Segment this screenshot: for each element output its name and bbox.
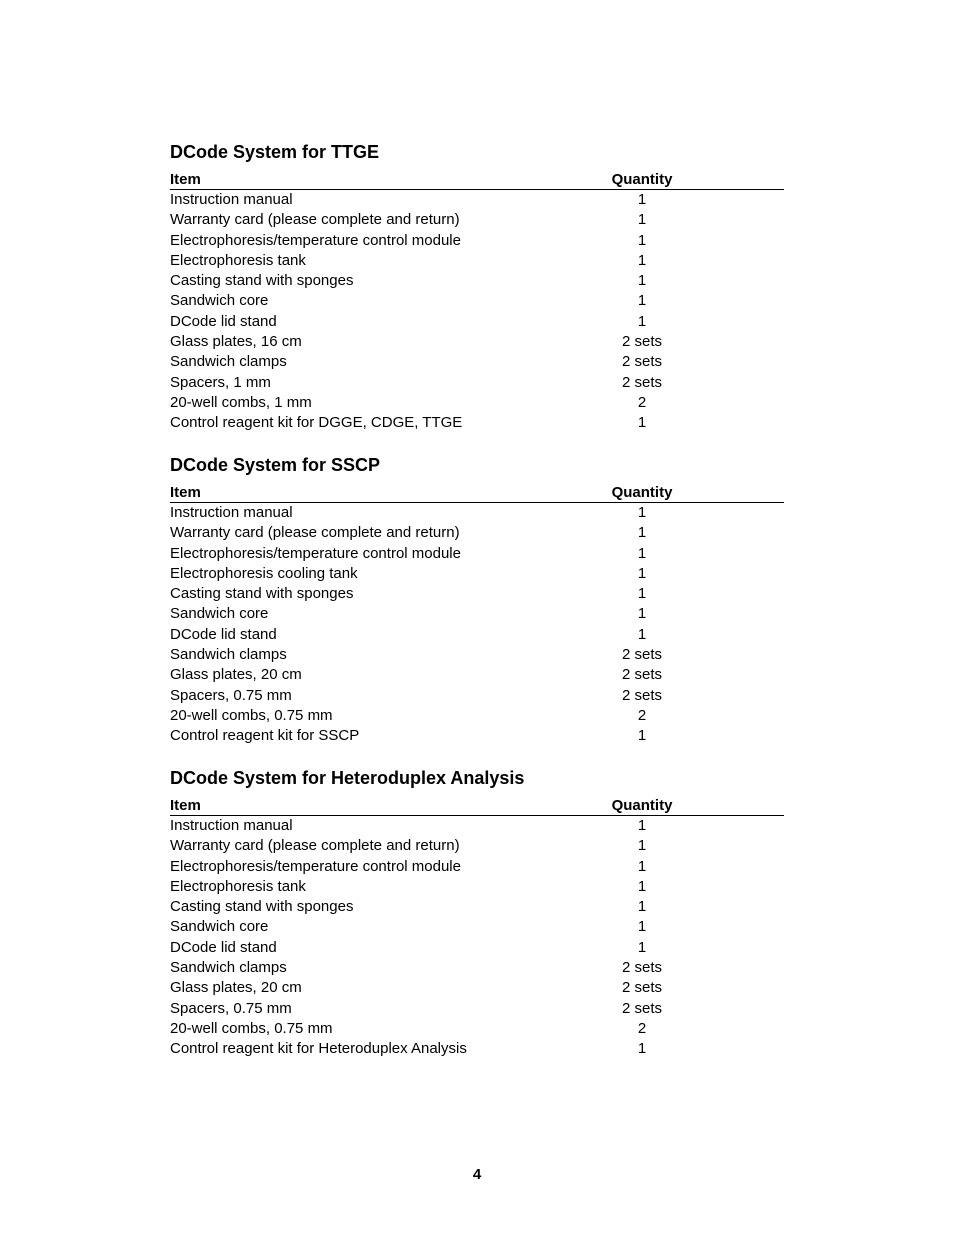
item-name: Control reagent kit for DGGE, CDGE, TTGE: [170, 414, 463, 432]
table-header: [170, 171, 784, 190]
item-name: 20-well combs, 0.75 mm: [170, 706, 333, 724]
table-header: [170, 484, 784, 503]
item-quantity: 2: [637, 1019, 647, 1037]
item-quantity: 1: [637, 211, 647, 229]
table-row: [170, 938, 784, 958]
item-name: DCode lid stand: [170, 625, 277, 643]
table-row: [170, 523, 784, 543]
item-name: Sandwich clamps: [170, 646, 287, 664]
table-row: [170, 503, 784, 523]
table-row: [170, 897, 784, 917]
table-row: [170, 564, 784, 584]
item-quantity: 1: [637, 938, 647, 956]
table-row: [170, 978, 784, 998]
item-name: Sandwich core: [170, 292, 269, 310]
table-row: [170, 645, 784, 665]
item-name: Glass plates, 20 cm: [170, 666, 302, 684]
item-name: Electrophoresis tank: [170, 251, 306, 269]
table-row: [170, 332, 784, 352]
item-quantity: 2: [637, 393, 647, 411]
item-name: Casting stand with sponges: [170, 272, 354, 290]
item-name: Spacers, 0.75 mm: [170, 686, 292, 704]
table-row: [170, 291, 784, 311]
item-quantity: 1: [637, 564, 647, 582]
item-quantity: 1: [637, 504, 647, 521]
item-name: Spacers, 1 mm: [170, 373, 271, 391]
item-name: Control reagent kit for SSCP: [170, 727, 360, 745]
item-quantity: 1: [637, 312, 647, 330]
table-body: [170, 190, 784, 434]
item-quantity: 1: [637, 544, 647, 562]
item-quantity: 1: [637, 272, 647, 290]
item-name: Warranty card (please complete and return): [170, 524, 460, 542]
table-row: [170, 816, 784, 836]
item-quantity: 1: [637, 605, 647, 623]
table-row: [170, 917, 784, 937]
table-row: [170, 625, 784, 645]
table-body: [170, 816, 784, 1060]
item-quantity: 2: [637, 706, 647, 724]
item-name: Glass plates, 20 cm: [170, 979, 302, 997]
column-header-item: Item: [170, 797, 201, 814]
item-name: 20-well combs, 1 mm: [170, 393, 312, 411]
item-quantity: 2 sets: [621, 373, 663, 391]
item-quantity: 1: [637, 524, 647, 542]
item-name: DCode lid stand: [170, 938, 277, 956]
item-name: Glass plates, 16 cm: [170, 333, 302, 351]
table-row: [170, 373, 784, 393]
table-row: [170, 836, 784, 856]
section-title: DCode System for Heteroduplex Analysis: [170, 768, 525, 788]
table-row: [170, 413, 784, 433]
item-quantity: 1: [637, 191, 647, 208]
item-name: Electrophoresis cooling tank: [170, 564, 358, 582]
item-name: Warranty card (please complete and return): [170, 211, 460, 229]
column-header-quantity: Quantity: [611, 171, 673, 188]
item-name: Sandwich core: [170, 918, 269, 936]
item-quantity: 1: [637, 877, 647, 895]
table-header: [170, 797, 784, 816]
item-quantity: 1: [637, 625, 647, 643]
item-quantity: 2 sets: [621, 999, 663, 1017]
table-row: [170, 190, 784, 210]
column-header-item: Item: [170, 171, 201, 188]
table-row: [170, 1039, 784, 1059]
column-header-quantity: Quantity: [611, 797, 673, 814]
item-quantity: 1: [637, 727, 647, 745]
item-name: Instruction manual: [170, 191, 293, 208]
table-row: [170, 999, 784, 1019]
item-quantity: 2 sets: [621, 959, 663, 977]
table-row: [170, 584, 784, 604]
table-row: [170, 857, 784, 877]
parts-table: [170, 484, 784, 747]
section-title: DCode System for SSCP: [170, 455, 381, 475]
table-row: [170, 706, 784, 726]
table-row: [170, 604, 784, 624]
column-header-item: Item: [170, 484, 201, 501]
table-row: [170, 665, 784, 685]
item-name: Electrophoresis tank: [170, 877, 306, 895]
item-name: Sandwich clamps: [170, 353, 287, 371]
page-number: 4: [472, 1166, 482, 1183]
table-body: [170, 503, 784, 747]
table-row: [170, 1019, 784, 1039]
item-quantity: 2 sets: [621, 686, 663, 704]
item-quantity: 1: [637, 918, 647, 936]
parts-table: [170, 797, 784, 1060]
item-name: Warranty card (please complete and return): [170, 837, 460, 855]
item-name: Control reagent kit for Heteroduplex Analysis: [170, 1040, 467, 1058]
item-name: Casting stand with sponges: [170, 898, 354, 916]
item-name: Electrophoresis/temperature control module: [170, 231, 461, 249]
table-row: [170, 271, 784, 291]
item-quantity: 1: [637, 292, 647, 310]
table-row: [170, 877, 784, 897]
item-quantity: 1: [637, 857, 647, 875]
table-row: [170, 958, 784, 978]
item-name: Electrophoresis/temperature control module: [170, 857, 461, 875]
item-name: Casting stand with sponges: [170, 585, 354, 603]
item-quantity: 1: [637, 837, 647, 855]
item-quantity: 2 sets: [621, 646, 663, 664]
table-row: [170, 251, 784, 271]
table-row: [170, 352, 784, 372]
table-row: [170, 312, 784, 332]
item-name: DCode lid stand: [170, 312, 277, 330]
item-quantity: 1: [637, 817, 647, 834]
item-quantity: 2 sets: [621, 666, 663, 684]
item-quantity: 1: [637, 585, 647, 603]
section-title: DCode System for TTGE: [170, 142, 380, 162]
table-row: [170, 210, 784, 230]
item-quantity: 1: [637, 251, 647, 269]
item-name: Sandwich clamps: [170, 959, 287, 977]
item-quantity: 2 sets: [621, 333, 663, 351]
item-quantity: 1: [637, 898, 647, 916]
item-quantity: 2 sets: [621, 353, 663, 371]
parts-table: [170, 171, 784, 434]
table-row: [170, 686, 784, 706]
item-quantity: 1: [637, 1040, 647, 1058]
table-row: [170, 231, 784, 251]
table-row: [170, 393, 784, 413]
column-header-quantity: Quantity: [611, 484, 673, 501]
item-quantity: 2 sets: [621, 979, 663, 997]
item-quantity: 1: [637, 414, 647, 432]
item-name: Sandwich core: [170, 605, 269, 623]
table-row: [170, 544, 784, 564]
table-row: [170, 726, 784, 746]
item-quantity: 1: [637, 231, 647, 249]
item-name: 20-well combs, 0.75 mm: [170, 1019, 333, 1037]
item-name: Instruction manual: [170, 817, 293, 834]
item-name: Electrophoresis/temperature control module: [170, 544, 461, 562]
item-name: Spacers, 0.75 mm: [170, 999, 292, 1017]
item-name: Instruction manual: [170, 504, 293, 521]
